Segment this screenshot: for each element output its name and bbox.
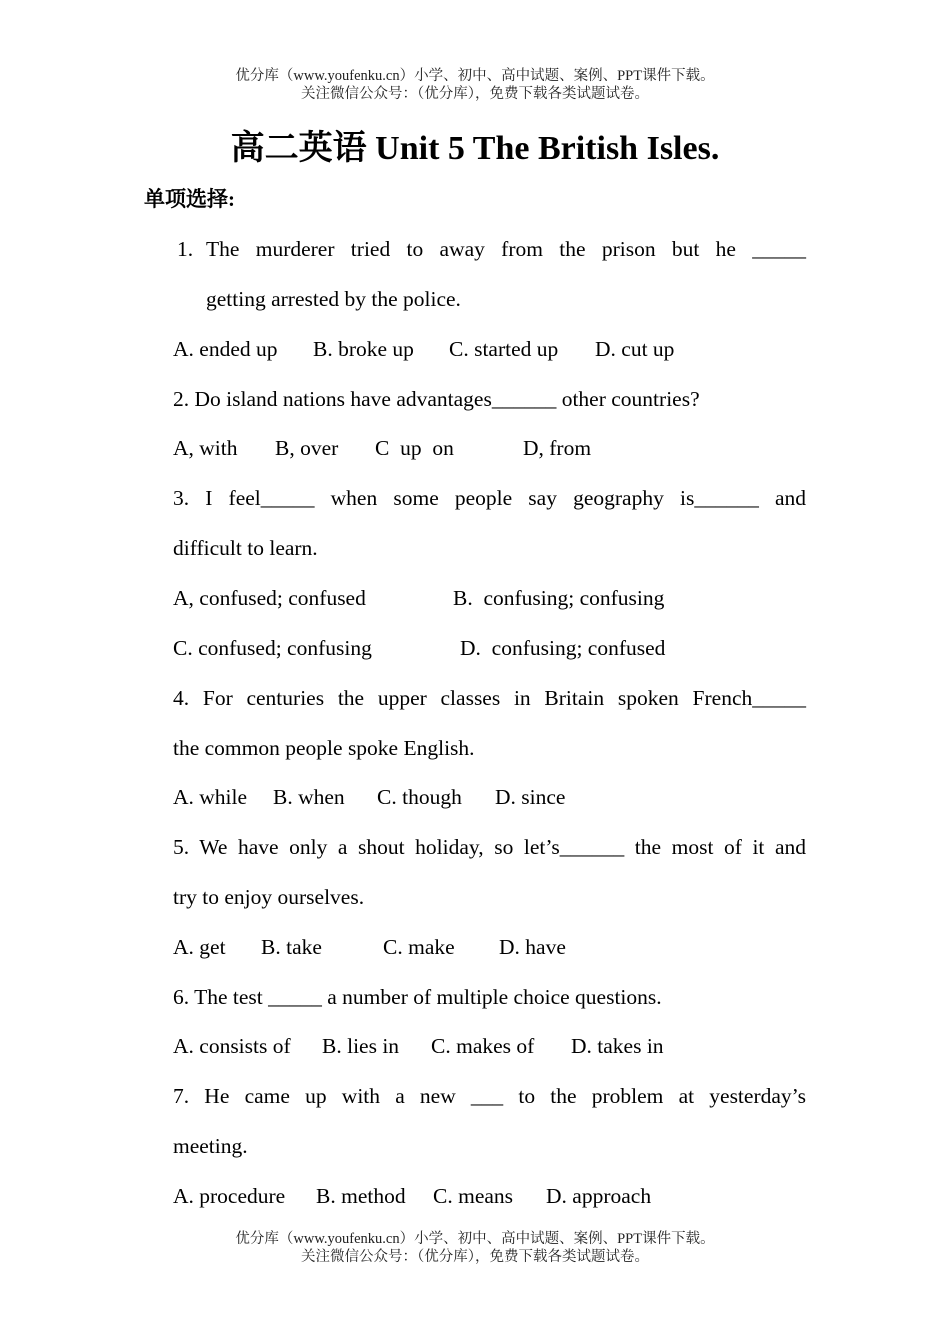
page-header-line-1: 优分库（www.youfenku.cn）小学、初中、高中试题、案例、PPT课件下载。 xyxy=(235,68,715,84)
question-7-text: 7. He came up with a new ___ to the problem at yesterday’s xyxy=(173,1084,806,1108)
option-d[interactable]: D. approach xyxy=(546,1184,652,1208)
question-1-number: 1. xyxy=(177,237,194,261)
option-b[interactable]: B. take xyxy=(261,935,322,959)
option-d[interactable]: D. since xyxy=(495,785,566,809)
option-c[interactable]: C. means xyxy=(433,1184,514,1208)
page-title: 高二英语 Unit 5 The British Isles. xyxy=(230,130,720,167)
option-b[interactable]: B. broke up xyxy=(313,337,414,361)
option-a[interactable]: A. procedure xyxy=(173,1184,286,1208)
option-c[interactable]: C up on xyxy=(375,436,454,460)
question-3-text: 3. I feel_____ when some people say geography is______ and xyxy=(173,486,806,510)
question-3-options-row-2 xyxy=(0,633,950,663)
question-1-text-cont: getting arrested by the police. xyxy=(206,287,461,311)
question-6-text: 6. The test _____ a number of multiple choice questions. xyxy=(173,985,662,1009)
option-a[interactable]: A. consists of xyxy=(173,1034,291,1058)
option-a[interactable]: A. while xyxy=(173,785,248,809)
option-b[interactable]: B, over xyxy=(275,436,339,460)
question-5-options xyxy=(0,932,950,962)
question-3-options-row-1 xyxy=(0,583,950,613)
page-footer-line-1: 优分库（www.youfenku.cn）小学、初中、高中试题、案例、PPT课件下载。 xyxy=(235,1231,715,1247)
option-d[interactable]: D, from xyxy=(523,436,592,460)
option-c[interactable]: C. started up xyxy=(449,337,559,361)
option-b[interactable]: B. when xyxy=(273,785,345,809)
option-d[interactable]: D. cut up xyxy=(595,337,675,361)
question-7-text-cont: meeting. xyxy=(173,1134,248,1158)
page-footer-line-2: 关注微信公众号：（优分库），免费下载各类试题试卷。 xyxy=(301,1249,649,1265)
question-1-options xyxy=(0,334,950,364)
option-a[interactable]: A, confused; confused xyxy=(173,586,366,610)
option-a[interactable]: A. get xyxy=(173,935,226,959)
question-5-text-cont: try to enjoy ourselves. xyxy=(173,885,365,909)
question-3-text-cont: difficult to learn. xyxy=(173,536,318,560)
option-c[interactable]: C. confused; confusing xyxy=(173,636,372,660)
question-6-options xyxy=(0,1031,950,1061)
option-b[interactable]: B. method xyxy=(316,1184,406,1208)
question-4-text-cont: the common people spoke English. xyxy=(173,736,475,760)
question-4-options xyxy=(0,782,950,812)
option-c[interactable]: C. makes of xyxy=(431,1034,535,1058)
question-2-options xyxy=(0,433,950,463)
question-1-text: The murderer tried to away from the prison but he _____ xyxy=(206,237,806,261)
question-5-text: 5. We have only a shout holiday, so let’s______ the most of it and xyxy=(173,835,806,859)
option-d[interactable]: D. takes in xyxy=(571,1034,664,1058)
option-a[interactable]: A, with xyxy=(173,436,238,460)
option-a[interactable]: A. ended up xyxy=(173,337,278,361)
section-heading: 单项选择: xyxy=(144,187,235,211)
page-header-line-2: 关注微信公众号：（优分库），免费下载各类试题试卷。 xyxy=(301,86,649,102)
option-d[interactable]: D. have xyxy=(499,935,566,959)
option-c[interactable]: C. make xyxy=(383,935,455,959)
question-7-options xyxy=(0,1181,950,1211)
question-2-text: 2. Do island nations have advantages______ other countries? xyxy=(173,387,700,411)
option-b[interactable]: B. lies in xyxy=(322,1034,400,1058)
question-4-text: 4. For centuries the upper classes in Britain spoken French_____ xyxy=(173,686,806,710)
option-c[interactable]: C. though xyxy=(377,785,462,809)
option-b[interactable]: B. confusing; confusing xyxy=(453,586,665,610)
option-d[interactable]: D. confusing; confused xyxy=(460,636,666,660)
